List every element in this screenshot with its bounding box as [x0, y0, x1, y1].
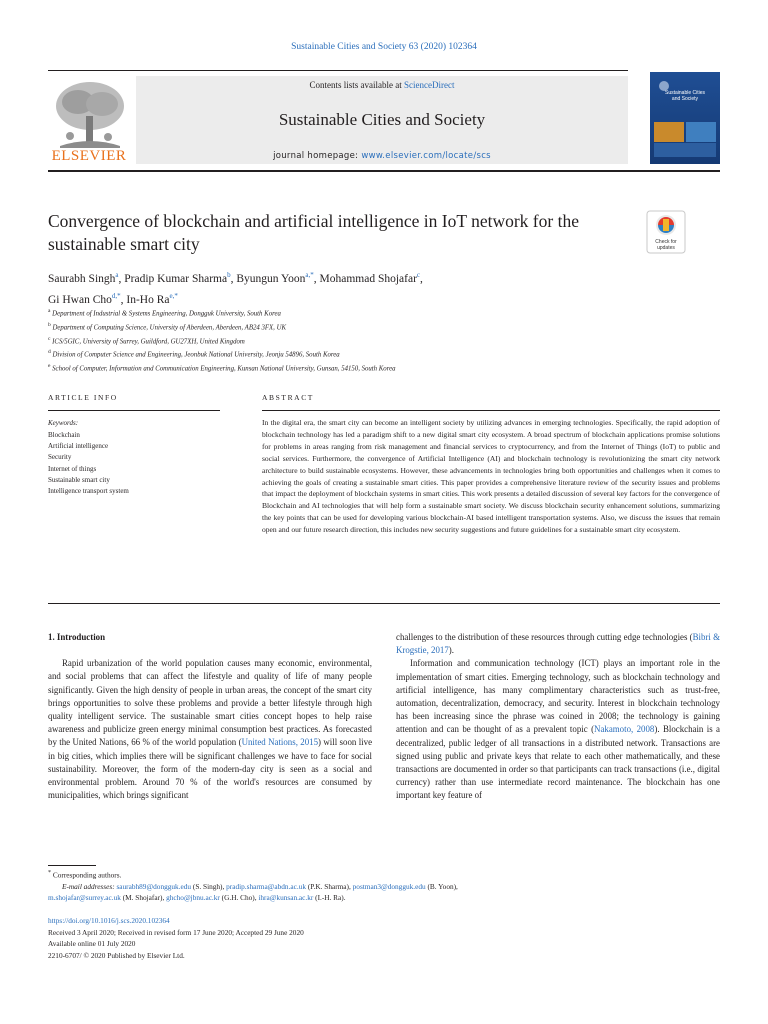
- affiliation-text: School of Computer, Information and Communication Engineering, Kunsan National University, Gunsan, 54150, South Korea: [52, 365, 396, 373]
- body-paragraph: [48, 657, 372, 802]
- author-name[interactable]: Gi Hwan Cho: [48, 293, 112, 306]
- masthead-top-rule: [48, 70, 628, 71]
- author-affiliation-mark[interactable]: a,*: [305, 271, 314, 279]
- doi-link[interactable]: https://doi.org/10.1016/j.scs.2020.102364: [48, 916, 170, 925]
- affiliation-mark: a: [48, 308, 51, 314]
- author-affiliation-mark[interactable]: d,*: [111, 291, 121, 300]
- email-owner: (S. Singh),: [191, 881, 227, 891]
- email-link[interactable]: saurabh89@dongguk.edu: [116, 881, 192, 891]
- email-link[interactable]: postman3@dongguk.edu: [352, 881, 426, 891]
- email-link[interactable]: pradip.sharma@abdn.ac.uk: [226, 881, 307, 891]
- body-column-right: [396, 631, 720, 803]
- email-owner: (P.K. Sharma),: [306, 881, 353, 891]
- footnotes: [48, 868, 720, 904]
- keyword: Intelligence transport system: [48, 487, 129, 496]
- keyword: Internet of things: [48, 464, 97, 473]
- affiliation-text: Department of Computing Science, University of Aberdeen, Aberdeen, AB24 3FX, UK: [52, 324, 287, 332]
- copyright-line: 2210-6707/ © 2020 Published by Elsevier Ltd.: [48, 950, 185, 960]
- affiliation-mark: b: [48, 321, 51, 328]
- elsevier-wordmark: ELSEVIER: [51, 148, 127, 164]
- available-online-date: Available online 01 July 2020: [48, 939, 136, 948]
- affiliation-text: Department of Industrial & Systems Engineering, Dongguk University, South Korea: [52, 310, 281, 318]
- paragraph-text: challenges to the distribution of these resources through cutting edge technologies (: [396, 632, 693, 642]
- affiliation-mark: e: [48, 363, 51, 370]
- cover-title: Sustainable Cities: [664, 90, 706, 96]
- affiliation-text: Division of Computer Science and Engineering, Jeonbuk National University, Jeonju 54896, South Korea: [52, 351, 340, 359]
- keyword: Sustainable smart city: [48, 475, 110, 484]
- paragraph-text: ) will soon live in big cities, which implies there will be significant challenges we have to face for social sustainability. Moreover, the form of the modern-day city is seen as a social and environmental problem. Around 70 % of the world's resources are consumed by municipalities, which brings significant: [48, 737, 373, 801]
- keyword: Security: [48, 453, 72, 462]
- check-for-updates-icon[interactable]: [646, 210, 686, 254]
- body-column-left: [48, 631, 372, 802]
- article-title: Convergence of blockchain and artificial intelligence in IoT network for the sustainable smart city: [48, 211, 579, 254]
- author-affiliation-mark[interactable]: b: [227, 271, 231, 279]
- affiliation: [48, 361, 708, 375]
- affiliation: [48, 320, 708, 334]
- author-separator: ,: [313, 272, 320, 285]
- citation-link[interactable]: United Nations, 2015: [241, 737, 319, 748]
- publication-details: [48, 915, 720, 961]
- author-name[interactable]: In-Ho Ra: [126, 293, 170, 306]
- email-addresses-cont: [48, 892, 720, 904]
- paragraph-text: ). Blockchain is a decentralized, public ledger of all transactions in a distributed network. Transactions are signed using public and private keys that relate to each other mathematically, and these transactions are documented in order so that participants can track transactions (i.e., digital currency) rather than use intermediate record maintenance. The blockchain has one important key feature of: [396, 724, 720, 801]
- affiliation: [48, 347, 708, 361]
- author-affiliation-mark[interactable]: c: [416, 271, 421, 279]
- affiliation: [48, 306, 708, 320]
- author-separator: ,: [118, 272, 125, 285]
- journal-homepage-line: [136, 151, 628, 161]
- journal-cover-image[interactable]: [650, 72, 720, 164]
- contents-prefix: Contents lists available at: [309, 80, 404, 90]
- paragraph-text: Rapid urbanization of the world population causes many economic, environmental, and social problems that can affect the lifestyle and quality of life of many people significantly. Given the high density of people in urban areas, the concept of the smart city brings opportunities to solve these problems and provide a better lifestyle through high quality intelligent service. The sustainable smart cities concept hopes to help raise awareness and publicize green energy minimal consumption best practices. As forecasted by the United Nations, 66 % of the world population (: [48, 658, 372, 748]
- author-list: [48, 267, 688, 309]
- email-owner: (G.H. Cho),: [219, 893, 259, 903]
- footnote-rule: [48, 865, 96, 866]
- affiliation-list: [48, 306, 708, 375]
- email-addresses: [48, 881, 720, 893]
- keywords-label: Keywords:: [48, 419, 79, 427]
- cover-title-line2: and Society: [671, 96, 699, 102]
- corresponding-text: Corresponding authors.: [52, 870, 122, 880]
- received-dates: Received 3 April 2020; Received in revised form 17 June 2020; Accepted 29 June 2020: [48, 927, 304, 937]
- citation-link[interactable]: Bibri & Krogstie, 2017: [396, 632, 720, 656]
- section-heading: 1. Introduction: [48, 632, 106, 642]
- body-paragraph: [396, 631, 720, 657]
- svg-text:updates: updates: [657, 245, 675, 251]
- author-affiliation-mark[interactable]: e,*: [169, 291, 178, 300]
- email-link[interactable]: ihra@kunsan.ac.kr: [258, 893, 314, 903]
- email-owner: (B. Yoon),: [425, 881, 458, 891]
- keyword: Artificial intelligence: [48, 442, 109, 451]
- email-link[interactable]: m.shojafar@surrey.ac.uk: [48, 893, 121, 903]
- contents-available-line: [136, 80, 628, 90]
- journal-name: Sustainable Cities and Society: [278, 110, 486, 129]
- affiliation-mark: d: [48, 349, 51, 356]
- email-owner: (I.-H. Ra).: [313, 893, 346, 903]
- author-separator: ,: [420, 272, 423, 285]
- abstract-text: In the digital era, the smart city can become an intelligent society by utilizing advances in emerging technologies. Specifically, the rapid adoption of blockchain technology has led a paradigm shift to a new digital smart city ecosystem. A broad spectrum of blockchain applications promise solutions for problems in areas ranging from risk management and financial services to cryptocurrency, and from the Internet of Things (IoT) to public and social services. Furthermore, the convergence of Artificial Intelligence (AI) and blockchain technology is revolutionizing the smart city network architecture to build sustainable ecosystems. However, these advancements in technologies bring both opportunities and challenges when it comes to achieving the goals of creating a sustainable smart cities. This paper provides a comprehensive literature review of the security issues and problems that impact the deployment of blockchain systems in smart cities. This work presents a detailed discussion of several key factors for the convergence of Blockchain and AI technologies that will help form a sustainable smart society. We discuss blockchain security enhancement solutions, summarizing the key points that can be used for developing various blockchain-AI based intelligent transportation systems. Also, we discuss the issues that remain open and our future research direction, this includes new security suggestions and future guidelines for a sustainable smart city ecosystem.: [262, 418, 720, 535]
- abstract-heading: ABSTRACT: [262, 393, 314, 402]
- citation-link[interactable]: Nakamoto, 2008: [594, 724, 655, 735]
- email-label: E-mail addresses:: [62, 881, 117, 891]
- author-separator: ,: [230, 272, 237, 285]
- article-info-heading: ARTICLE INFO: [48, 393, 118, 402]
- section-divider: [48, 603, 720, 604]
- masthead-bottom-rule: [48, 170, 720, 172]
- abstract-rule: [262, 410, 720, 411]
- keyword: Blockchain: [48, 431, 80, 439]
- keywords-list: [48, 430, 228, 497]
- journal-homepage-link[interactable]: www.elsevier.com/locate/scs: [361, 151, 491, 161]
- author-affiliation-mark[interactable]: a: [115, 271, 119, 279]
- email-link[interactable]: ghcho@jbnu.ac.kr: [166, 893, 220, 903]
- author-separator: ,: [120, 293, 127, 306]
- affiliation-mark: c: [48, 335, 51, 342]
- body-paragraph: [396, 657, 720, 802]
- homepage-label: journal homepage:: [273, 151, 362, 161]
- corresponding-note: * Corresponding authors.: [48, 870, 122, 880]
- author-name[interactable]: Mohammad Shojafar: [319, 272, 417, 285]
- affiliation-text: ICS/5GIC, University of Surrey, Guildford, GU27XH, United Kingdom: [52, 337, 245, 345]
- journal-reference-link[interactable]: Sustainable Cities and Society 63 (2020) 102364: [291, 42, 477, 52]
- article-info-rule: [48, 410, 220, 411]
- sciencedirect-link[interactable]: ScienceDirect: [404, 80, 455, 90]
- paragraph-text: ).: [448, 645, 454, 656]
- paragraph-text: Information and communication technology (ICT) plays an important role in the implementation of smart cities. Emerging technology, such as blockchain technology and artificial intelligence, has many complimentary characteristics such as trust-free, automation, decentralization, democracy, and security. Interest in blockchain technology has been increasing since the phrase was coined in 2008; the technology is gaining attention and can be thought of as a prevalent topic (: [396, 658, 720, 735]
- affiliation: [48, 334, 708, 348]
- svg-text:Check for: Check for: [655, 239, 677, 245]
- email-owner: (M. Shojafar),: [120, 893, 167, 903]
- author-name[interactable]: Byungun Yoon: [236, 272, 306, 285]
- author-name[interactable]: Pradip Kumar Sharma: [124, 272, 228, 285]
- author-name[interactable]: Saurabh Singh: [48, 272, 116, 285]
